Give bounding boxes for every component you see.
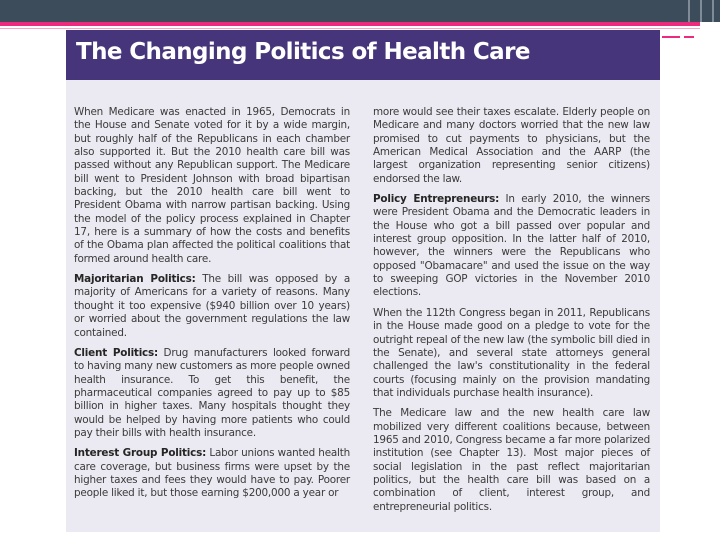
interest-paragraph [74,447,350,500]
right-column [373,106,650,521]
entrepreneurs-heading: Policy Entrepreneurs: [373,193,500,206]
majoritarian-text: The bill was opposed by a majority of Americans for a variety of reasons. Many thought it too expensive ($940 billion over 10 years) or worried about the government regulations the law contained. [74,273,350,339]
continued-paragraph: more would see their taxes escalate. Elderly people on Medicare and many doctors worried that the new law promised to cut payments to physicians, but the American Medical Association and the AARP (the largest organization representing senior citizens) endorsed the law. [373,106,650,185]
accent-line [0,22,700,26]
client-paragraph [74,347,350,440]
slide-top-bar [0,0,720,22]
top-bar-divider [700,0,702,22]
title-bar [66,30,660,80]
majoritarian-heading: Majoritarian Politics: [74,273,196,286]
entrepreneurs-text: In early 2010, the winners were President Obama and the Democratic leaders in the House who got a bill passed over popular and interest group opposition. In the latter half of 2010, however, the winners were the Republicans who opposed "Obamacare" and used the issue on the way to sweeping GOP victories in the November 2010 elections. [373,193,651,299]
conclusion-paragraph: The Medicare law and the new health care law mobilized very different coalitions because, between 1965 and 2010, Congress became a far more polarized institution (see Chapter 13). Most major pieces of social legislation in the past reflect majoritarian politics, but the health care bill was based on a combination of client, interest group, and entrepreneurial politics. [373,407,650,513]
top-bar-divider [688,0,690,22]
intro-paragraph: When Medicare was enacted in 1965, Democrats in the House and Senate voted for it by a wide margin, but roughly half of the Republicans in each chamber also supported it. But the 2010 health care bill was passed without any Republican support. The Medicare bill went to President Johnson with broad bipartisan backing, but the 2010 health care bill went to President Obama with narrow partisan backing. Using the model of the policy process explained in Chapter 17, here is a summary of how the costs and benefits of the Obama plan affected the political coalitions that formed around health care. [74,106,350,265]
interest-heading: Interest Group Politics: [74,447,207,460]
congress-paragraph: When the 112th Congress began in 2011, Republicans in the House made good on a pledge to vote for the outright repeal of the new law (the symbolic bill died in the Senate), and several state attorneys general challenged the law's constitutionality in the federal courts (focusing mainly on the provision mandating that individuals purchase health insurance). [373,306,650,399]
majoritarian-paragraph [74,273,350,340]
interest-text: Labor unions wanted health care coverage, but business firms were upset by the higher taxes and fees they would have to pay. Poorer people liked it, but those earning $200,000 a year or [74,447,350,500]
accent-line-thin [0,28,700,29]
client-heading: Client Politics: [74,346,158,359]
top-bar-divider [712,0,714,22]
entrepreneurs-paragraph [373,193,650,300]
article-title: The Changing Politics of Health Care [76,39,530,65]
accent-dash [662,36,680,38]
accent-dash [684,36,694,38]
left-column [74,106,350,508]
client-text: Drug manufacturers looked forward to having many new customers as more people owned health insurance. To get this benefit, the pharmaceutical companies agreed to pay up to $85 billion in higher taxes. Many hospitals thought they would be helped by having more patients who could pay their bills with health insurance. [74,346,350,439]
